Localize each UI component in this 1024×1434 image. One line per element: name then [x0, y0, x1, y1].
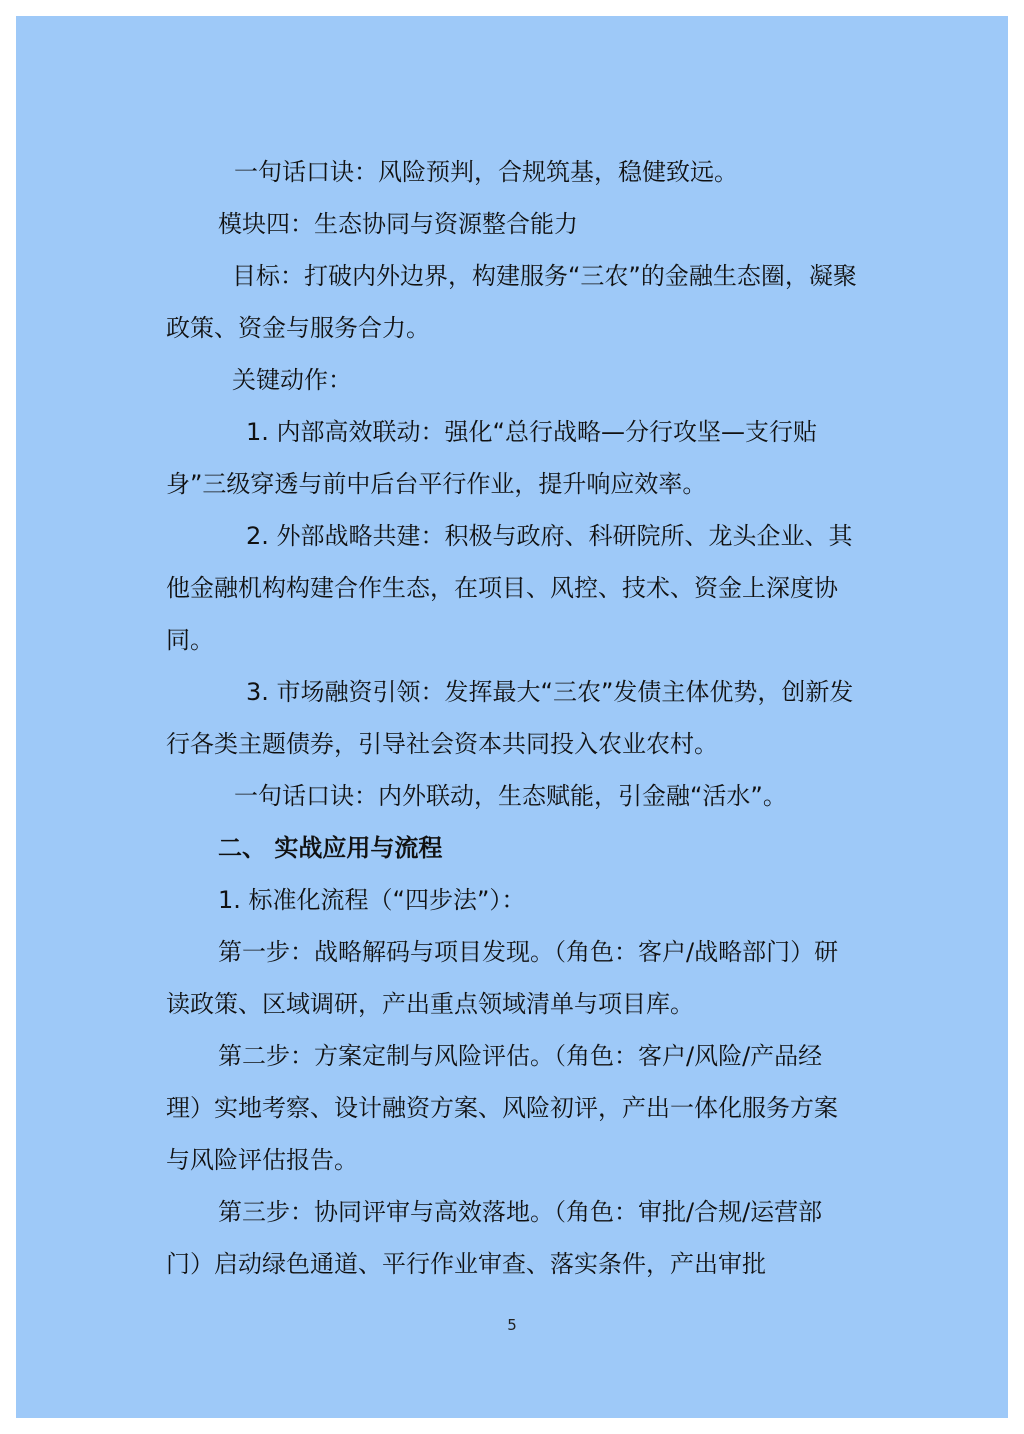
page-number: 5 — [507, 1316, 517, 1334]
step-three-paragraph: 第三步：协同评审与高效落地。（角色：审批/合规/运营部门）启动绿色通道、平行作业审查、落实条件，产出审批 — [166, 1198, 823, 1278]
key-actions-label: 关键动作： — [232, 366, 352, 394]
step-one-paragraph: 第一步：战略解码与项目发现。（角色：客户/战略部门）研读政策、区域调研，产出重点领域清单与项目库。 — [166, 938, 839, 1018]
slogan-paragraph-1: 一句话口诀：风险预判，合规筑基，稳健致远。 — [234, 158, 738, 186]
action-item-3: 3. 市场融资引领：发挥最大“三农”发债主体优势，创新发行各类主题债券，引导社会资本共同投入农业农村。 — [166, 678, 854, 758]
slogan-paragraph-2: 一句话口诀：内外联动，生态赋能，引金融“活水”。 — [234, 782, 787, 810]
process-heading: 1. 标准化流程（“四步法”）： — [218, 886, 526, 914]
action-item-2: 2. 外部战略共建：积极与政府、科研院所、龙头企业、其他金融机构构建合作生态，在项目、风控、技术、资金上深度协同。 — [166, 522, 853, 654]
goal-paragraph: 目标：打破内外边界，构建服务“三农”的金融生态圈，凝聚政策、资金与服务合力。 — [166, 262, 857, 342]
step-two-paragraph: 第二步：方案定制与风险评估。（角色：客户/风险/产品经理）实地考察、设计融资方案、风险初评，产出一体化服务方案与风险评估报告。 — [166, 1042, 838, 1174]
action-item-1: 1. 内部高效联动：强化“总行战略—分行攻坚—支行贴身”三级穿透与前中后台平行作业，提升响应效率。 — [166, 418, 817, 498]
document-page — [16, 16, 1008, 1418]
document-body — [166, 146, 858, 1290]
module-four-heading: 模块四：生态协同与资源整合能力 — [218, 210, 578, 238]
section-two-heading: 二、 实战应用与流程 — [218, 834, 443, 862]
